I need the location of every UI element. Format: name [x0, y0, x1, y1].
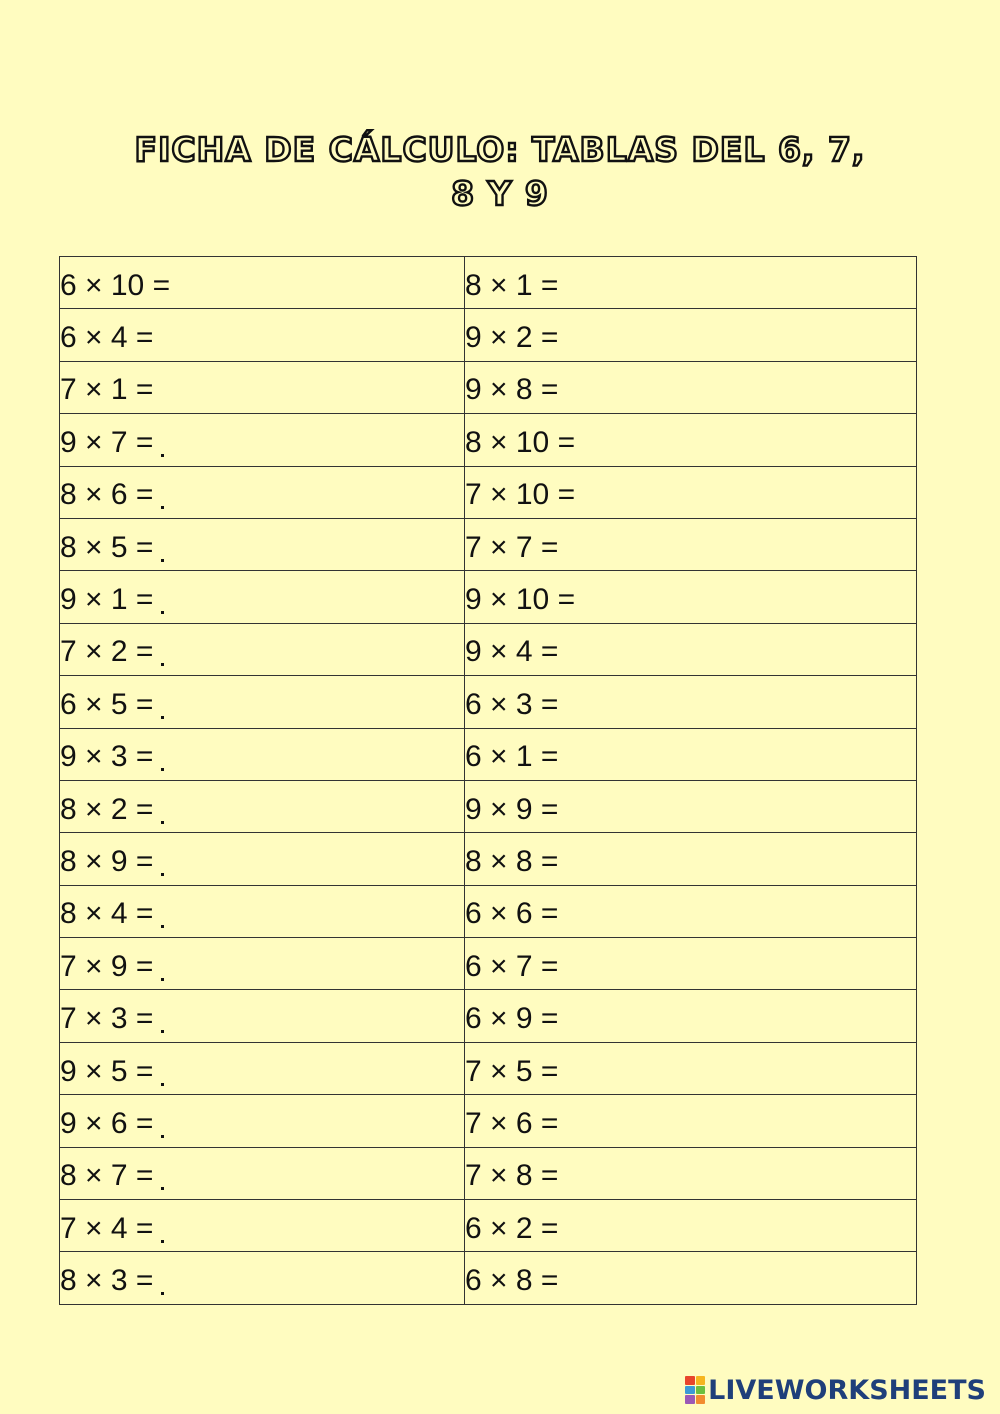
problem-text: 6 × 10 =	[60, 268, 171, 302]
problem-text: 6 × 8 =	[465, 1264, 559, 1298]
problem-text: 6 × 6 =	[465, 897, 559, 931]
problem-text: 6 × 9 =	[465, 1002, 559, 1036]
answer-marker	[161, 873, 164, 876]
problem-cell[interactable]	[60, 1147, 465, 1199]
table-row	[60, 780, 917, 832]
problem-cell[interactable]	[465, 780, 917, 832]
problem-text: 8 × 7 =	[60, 1159, 154, 1193]
problem-cell[interactable]	[465, 728, 917, 780]
problem-text: 9 × 4 =	[465, 635, 559, 669]
problem-cell[interactable]	[60, 623, 465, 675]
answer-marker	[161, 559, 164, 562]
worksheet-title	[120, 128, 880, 216]
problem-text: 8 × 8 =	[465, 844, 559, 878]
table-row	[60, 885, 917, 937]
table-row	[60, 938, 917, 990]
problem-cell[interactable]	[465, 885, 917, 937]
table-row	[60, 257, 917, 309]
problem-text: 8 × 2 =	[60, 792, 154, 826]
problem-text: 9 × 7 =	[60, 425, 154, 459]
table-row	[60, 361, 917, 413]
problem-text: 7 × 7 =	[465, 530, 559, 564]
problem-text: 7 × 1 =	[60, 373, 154, 407]
problem-cell[interactable]	[465, 309, 917, 361]
problem-text: 7 × 10 =	[465, 478, 576, 512]
problem-cell[interactable]	[60, 257, 465, 309]
problem-cell[interactable]	[60, 990, 465, 1042]
problem-cell[interactable]	[60, 1252, 465, 1304]
answer-marker	[161, 1187, 164, 1190]
table-row	[60, 414, 917, 466]
problem-text: 9 × 3 =	[60, 740, 154, 774]
problem-text: 8 × 3 =	[60, 1264, 154, 1298]
problem-cell[interactable]	[465, 1200, 917, 1252]
problem-text: 7 × 4 =	[60, 1211, 154, 1245]
answer-marker	[161, 768, 164, 771]
problem-text: 9 × 5 =	[60, 1054, 154, 1088]
problem-cell[interactable]	[60, 1042, 465, 1094]
logo-square	[696, 1395, 706, 1404]
title-line-1: FICHA DE CÁLCULO: TABLAS DEL 6, 7,	[134, 130, 866, 169]
problem-cell[interactable]	[465, 571, 917, 623]
logo-square	[696, 1386, 706, 1395]
problem-text: 7 × 2 =	[60, 635, 154, 669]
problem-text: 8 × 5 =	[60, 530, 154, 564]
problem-cell[interactable]	[60, 414, 465, 466]
problem-text: 8 × 4 =	[60, 897, 154, 931]
table-row	[60, 1042, 917, 1094]
problem-cell[interactable]	[60, 309, 465, 361]
problem-text: 6 × 4 =	[60, 321, 154, 355]
table-row	[60, 1147, 917, 1199]
table-row	[60, 571, 917, 623]
answer-marker	[161, 611, 164, 614]
liveworksheets-logo-icon	[685, 1376, 705, 1404]
problem-cell[interactable]	[465, 414, 917, 466]
table-row	[60, 466, 917, 518]
problem-cell[interactable]	[465, 257, 917, 309]
problem-cell[interactable]	[60, 518, 465, 570]
logo-square	[685, 1395, 695, 1404]
problem-cell[interactable]	[60, 728, 465, 780]
problem-text: 6 × 3 =	[465, 687, 559, 721]
problem-cell[interactable]	[60, 885, 465, 937]
problem-cell[interactable]	[60, 1200, 465, 1252]
title-line-2: 8 Y 9	[451, 174, 549, 213]
answer-marker	[161, 454, 164, 457]
answer-marker	[161, 925, 164, 928]
problem-text: 8 × 9 =	[60, 844, 154, 878]
logo-square	[685, 1376, 695, 1385]
problem-cell[interactable]	[465, 1147, 917, 1199]
problem-cell[interactable]	[60, 833, 465, 885]
multiplication-table-body	[60, 257, 917, 1305]
problem-text: 9 × 10 =	[465, 583, 576, 617]
table-row	[60, 309, 917, 361]
table-row	[60, 990, 917, 1042]
problem-cell[interactable]	[465, 676, 917, 728]
answer-marker	[161, 716, 164, 719]
problem-text: 6 × 5 =	[60, 687, 154, 721]
problem-text: 8 × 1 =	[465, 268, 559, 302]
problem-text: 6 × 1 =	[465, 740, 559, 774]
table-row	[60, 676, 917, 728]
problem-cell[interactable]	[60, 571, 465, 623]
problem-text: 8 × 10 =	[465, 425, 576, 459]
problem-cell[interactable]	[60, 780, 465, 832]
problem-text: 9 × 6 =	[60, 1106, 154, 1140]
problem-cell[interactable]	[60, 361, 465, 413]
logo-square	[696, 1376, 706, 1385]
problem-cell[interactable]	[465, 833, 917, 885]
problem-cell[interactable]	[60, 938, 465, 990]
answer-marker	[161, 1135, 164, 1138]
liveworksheets-logo	[685, 1372, 986, 1408]
problem-text: 9 × 9 =	[465, 792, 559, 826]
table-row	[60, 728, 917, 780]
problem-cell[interactable]	[465, 1042, 917, 1094]
problem-cell[interactable]	[465, 361, 917, 413]
table-row	[60, 1200, 917, 1252]
logo-square	[685, 1386, 695, 1395]
logo-text: LIVEWORKSHEETS	[708, 1374, 986, 1406]
problem-cell[interactable]	[465, 518, 917, 570]
problem-cell[interactable]	[60, 1095, 465, 1147]
problem-text: 9 × 8 =	[465, 373, 559, 407]
problem-cell[interactable]	[465, 1252, 917, 1304]
answer-marker	[161, 1240, 164, 1243]
problem-text: 7 × 3 =	[60, 1002, 154, 1036]
problem-cell[interactable]	[465, 623, 917, 675]
table-row	[60, 518, 917, 570]
problem-text: 9 × 1 =	[60, 583, 154, 617]
answer-marker	[161, 663, 164, 666]
answer-marker	[161, 1083, 164, 1086]
problem-text: 6 × 7 =	[465, 949, 559, 983]
table-row	[60, 833, 917, 885]
problem-cell[interactable]	[465, 1095, 917, 1147]
table-row	[60, 623, 917, 675]
problem-text: 7 × 8 =	[465, 1159, 559, 1193]
problem-cell[interactable]	[465, 466, 917, 518]
problem-cell[interactable]	[465, 938, 917, 990]
problem-text: 7 × 9 =	[60, 949, 154, 983]
answer-marker	[161, 506, 164, 509]
problem-text: 6 × 2 =	[465, 1211, 559, 1245]
problem-cell[interactable]	[60, 676, 465, 728]
table-row	[60, 1095, 917, 1147]
problem-text: 7 × 6 =	[465, 1106, 559, 1140]
answer-marker	[161, 821, 164, 824]
problem-text: 9 × 2 =	[465, 321, 559, 355]
answer-marker	[161, 1292, 164, 1295]
problem-text: 8 × 6 =	[60, 478, 154, 512]
multiplication-table	[59, 256, 917, 1305]
problem-text: 7 × 5 =	[465, 1054, 559, 1088]
answer-marker	[161, 1030, 164, 1033]
table-row	[60, 1252, 917, 1304]
problem-cell[interactable]	[465, 990, 917, 1042]
answer-marker	[161, 978, 164, 981]
problem-cell[interactable]	[60, 466, 465, 518]
